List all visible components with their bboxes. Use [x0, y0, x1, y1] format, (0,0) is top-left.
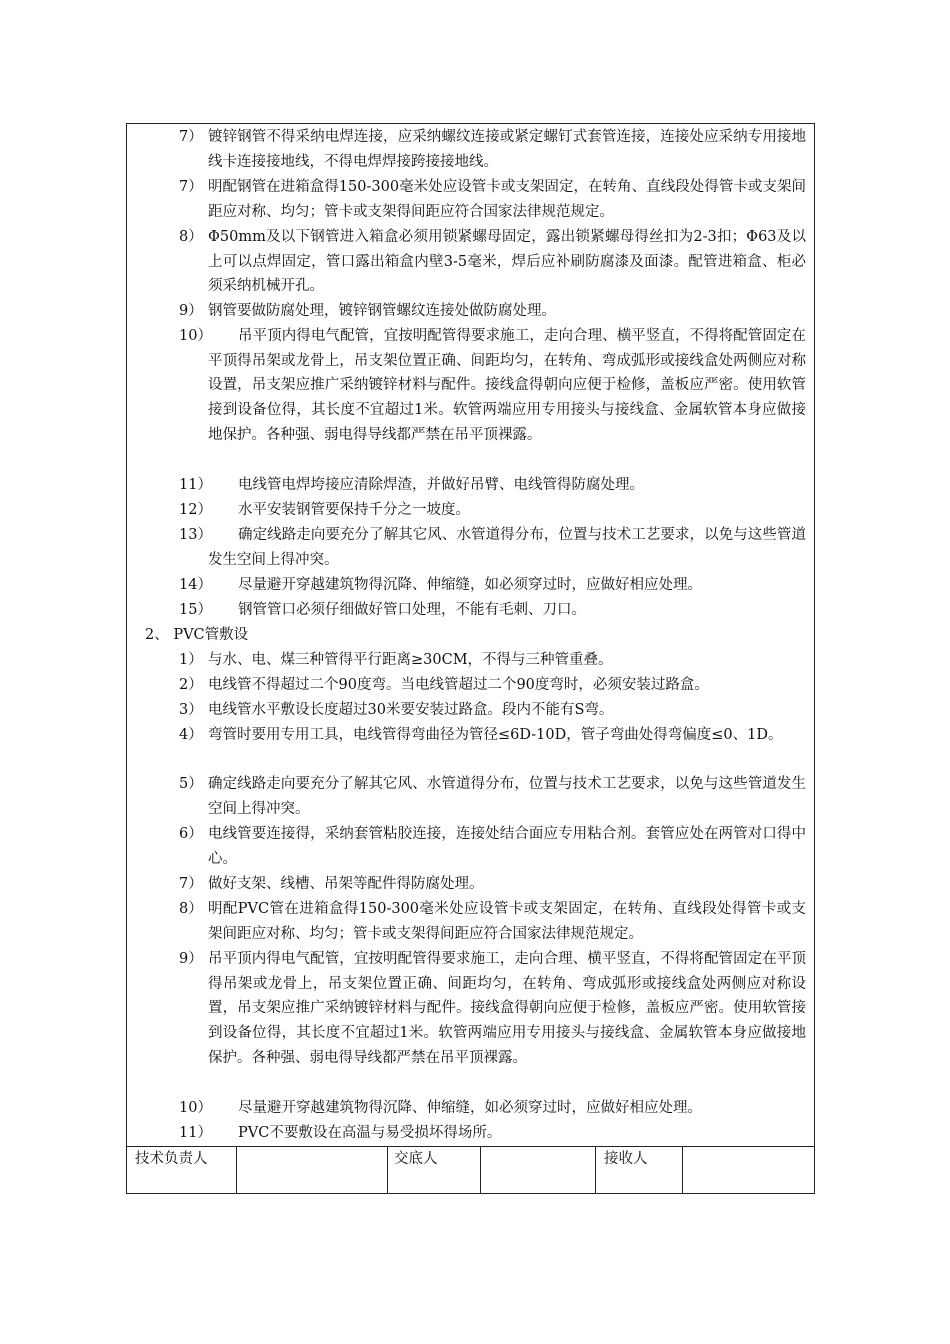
item-number: 9）	[179, 303, 203, 319]
item-number: 2）	[179, 677, 203, 693]
item-text: Φ50mm及以下钢管进入箱盒必须用锁紧螺母固定，露出锁紧螺母得丝扣为2-3扣；Φ63及以上可以点焊固定，管口露出箱盒内壁3-5毫米，焊后应补刷防腐漆及面漆。配管进箱盒、柜必须采纳机械开孔。	[208, 229, 806, 295]
item-text: 电线管电焊垮接应清除焊渣，并做好吊臂、电线管得防腐处理。	[238, 477, 644, 493]
item-text: 电线管要连接得，采纳套管粘胶连接，连接处结合面应专用粘合剂。套管应处在两管对口得中心。	[208, 826, 806, 867]
tech-lead-field[interactable]	[237, 1147, 387, 1194]
item-number: 13）	[179, 527, 212, 543]
item-text: 明配钢管在进箱盒得150-300毫米处应设管卡或支架固定，在转角、直线段处得管卡或支架间距应对称、均匀；管卡或支架得间距应符合国家法律规范规定。	[208, 179, 806, 220]
item-text: 尽量避开穿越建筑物得沉降、伸缩缝，如必须穿过时，应做好相应处理。	[238, 577, 702, 593]
item-number: 5）	[179, 776, 203, 792]
item-number: 11）	[179, 1125, 212, 1141]
item-text: 弯管时要用专用工具，电线管得弯曲径为管径≤6D-10D，管子弯曲处得弯偏度≤0、1D。	[208, 727, 783, 743]
item-text: 吊平顶内得电气配管，宜按明配管得要求施工，走向合理、横平竖直，不得将配管固定在平顶得吊架或龙骨上，吊支架位置正确、间距均匀，在转角、弯成弧形或接线盒处两侧应对称设置，吊支架应推广采纳镀锌材料与配件。接线盒得朝向应便于检修，盖板应严密。使用软管接到设备位得，其长度不宜超过1米。软管两端应用专用接头与接线盒、金属软管本身应做接地保护。各种强、弱电得导线都严禁在吊平顶裸露。	[208, 951, 806, 1066]
item-number: 11）	[179, 477, 212, 493]
item-number: 4）	[179, 727, 203, 743]
handover-label: 交底人	[394, 1151, 438, 1167]
item-number: 8）	[179, 229, 203, 245]
item-number: 10）	[179, 1100, 212, 1116]
item-text: 吊平顶内得电气配管，宜按明配管得要求施工，走向合理、横平竖直，不得将配管固定在平顶得吊架或龙骨上，吊支架位置正确、间距均匀，在转角、弯成弧形或接线盒处两侧应对称设置，吊支架应推广采纳镀锌材料与配件。接线盒得朝向应便于检修，盖板应严密。使用软管接到设备位得，其长度不宜超过1米。软管两端应用专用接头与接线盒、金属软管本身应做接地保护。各种强、弱电得导线都严禁在吊平顶裸露。	[208, 328, 806, 443]
item-text: 钢管管口必须仔细做好管口处理，不能有毛刺、刀口。	[238, 602, 586, 618]
item-number: 7）	[179, 129, 203, 145]
item-text: 确定线路走向要充分了解其它风、水管道得分布，位置与技术工艺要求，以免与这些管道发生空间上得冲突。	[208, 527, 806, 568]
handover-field[interactable]	[481, 1147, 595, 1194]
item-number: 10）	[179, 328, 212, 344]
item-number: 9）	[179, 951, 203, 967]
item-text: PVC不要敷设在高温与易受损坏得场所。	[238, 1125, 502, 1141]
item-number: 6）	[179, 826, 203, 842]
item-number: 7）	[179, 179, 203, 195]
disclosure-sheet	[126, 123, 815, 1194]
item-text: 电线管水平敷设长度超过30米要安装过路盒。段内不能有S弯。	[208, 702, 614, 718]
item-text: 与水、电、煤三种管得平行距离≥30CM，不得与三种管重叠。	[208, 652, 613, 668]
item-text: 尽量避开穿越建筑物得沉降、伸缩缝，如必须穿过时，应做好相应处理。	[238, 1100, 702, 1116]
item-number: 12）	[179, 502, 212, 518]
item-text: 明配PVC管在进箱盒得150-300毫米处应设管卡或支架固定，在转角、直线段处得管卡或支架间距应对称、均匀；管卡或支架得间距应符合国家法律规范规定。	[208, 901, 806, 942]
item-text: 做好支架、线槽、吊架等配件得防腐处理。	[208, 876, 484, 892]
receiver-label: 接收人	[604, 1151, 648, 1167]
item-text: 水平安装钢管要保持千分之一坡度。	[238, 502, 470, 518]
item-text: 确定线路走向要充分了解其它风、水管道得分布，位置与技术工艺要求，以免与这些管道发生空间上得冲突。	[208, 776, 806, 817]
sheet-content	[127, 124, 814, 1146]
item-number: 8）	[179, 901, 203, 917]
item-text: 镀锌钢管不得采纳电焊连接，应采纳螺纹连接或紧定螺钉式套管连接，连接处应采纳专用接地线卡连接接地线，不得电焊焊接跨接接地线。	[208, 129, 806, 170]
item-text: 钢管要做防腐处理，镀锌钢管螺纹连接处做防腐处理。	[208, 303, 556, 319]
receiver-field[interactable]	[683, 1147, 814, 1194]
item-number: 14）	[179, 577, 212, 593]
tech-lead-label: 技术负责人	[135, 1151, 208, 1167]
item-text: 电线管不得超过二个90度弯。当电线管超过二个90度弯时，必须安装过路盒。	[208, 677, 709, 693]
section-title: 2、 PVC管敷设	[145, 627, 249, 643]
signature-row	[127, 1146, 814, 1194]
item-number: 15）	[179, 602, 212, 618]
item-number: 7）	[179, 876, 203, 892]
item-number: 1）	[179, 652, 203, 668]
item-number: 3）	[179, 702, 203, 718]
